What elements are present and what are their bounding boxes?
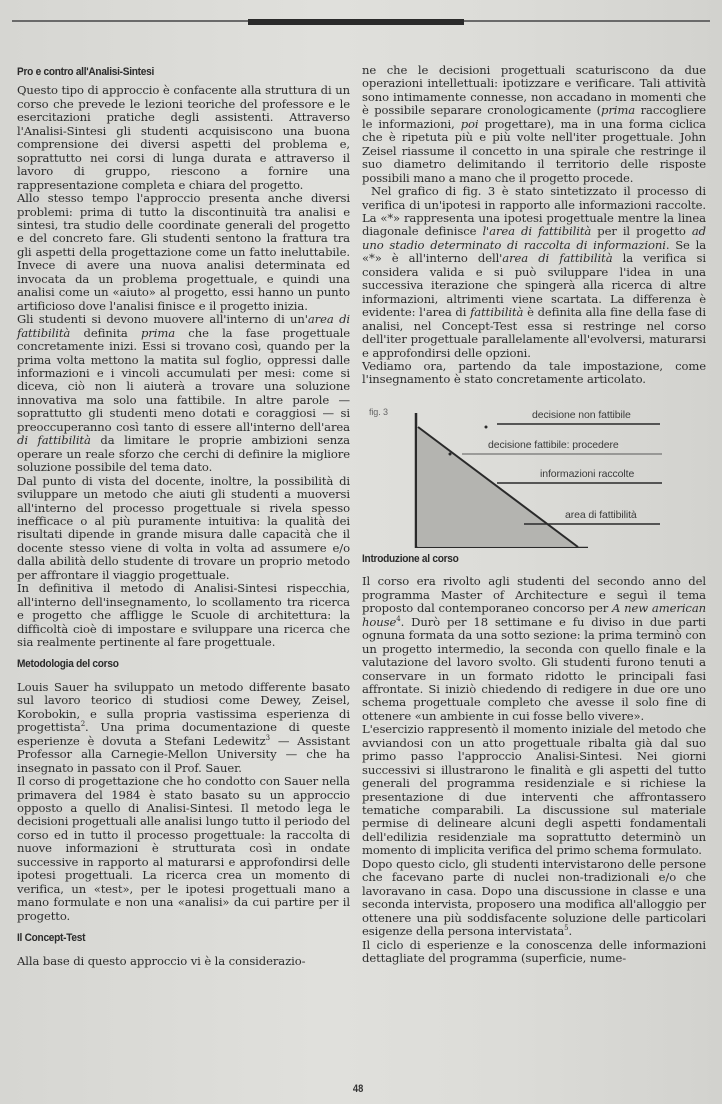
- text-run: raccogliere le informazioni,: [362, 103, 706, 131]
- footnote-ref[interactable]: 2: [80, 720, 86, 729]
- paragraph: [362, 185, 706, 360]
- footnote-ref[interactable]: 4: [396, 614, 401, 623]
- paragraph: In definitiva il metodo di Analisi-Sintesi rispecchia, all'interno dell'insegnamento, lo scollamento tra ricerca e progetto che affligge le Scuole di architettura: la difficoltà cioè di impostare e sviluppare una ricerca che sia realmente pertinente al fare progettuale.: [17, 581, 350, 650]
- text-run: Il corso era rivolto agli studenti del secondo anno del programma Master of Architecture e seguì il tema proposto dal contemporaneo concorso per: [362, 574, 706, 616]
- figure-number: fig. 3: [369, 406, 388, 417]
- text-run: . Se la «*» è all'interno dell': [362, 237, 707, 266]
- hypothesis-point-outside: [485, 425, 488, 428]
- left-column: [17, 66, 350, 968]
- right-column: [362, 64, 706, 965]
- italic-term: poi: [460, 116, 479, 131]
- text-run: Louis Sauer ha sviluppato un metodo differente basato sul lavoro teorico di studiosi come Dewey, Zeisel, Korobokin, e sulla propria vastissima esperienza di progettista: [17, 679, 350, 735]
- paragraph: Questo tipo di approccio è confacente alla struttura di un corso che prevede le lezioni teoriche del professore e le esercitazioni pratiche degli assistenti. Attraverso l'Analisi-Sintesi gli studenti acquisiscono una buona comprensione dei diversi aspetti del problema e, soprattutto nei corsi di lunga durata e attraverso il lavoro di gruppo, riescono a fornire una rappresentazione completa e chiara del progetto.: [17, 83, 350, 192]
- italic-term: prima: [140, 325, 176, 340]
- italic-term: A new american house: [362, 601, 707, 629]
- text-run: Dopo questo ciclo, gli studenti intervistarono delle persone che facevano parte di nuclei non-tradizionali e/o che lavoravano in casa. Dopo una discussione in classe e una seconda intervista, proposero una modifica all'alloggio per ottenere una più soddisfacente soluzione delle particolari esigenze della persona intervistata: [362, 856, 706, 939]
- section-heading-introduzione: Introduzione al corso: [362, 552, 459, 565]
- label-area: area di fattibilità: [565, 508, 637, 521]
- text-run: Nel grafico di fig. 3 è stato sintetizzato il processo di verifica di un'ipotesi in rapporto alle informazioni raccolte. La «*» rappresenta una ipotesi progettuale mentre la linea diagonale definisce: [362, 184, 706, 239]
- italic-term: prima: [601, 103, 636, 118]
- italic-term: area di fattibilità: [17, 312, 351, 340]
- paragraph: [362, 575, 706, 723]
- label-info: informazioni raccolte: [540, 467, 635, 480]
- paragraph: [362, 858, 706, 939]
- paragraph: [362, 64, 706, 185]
- text-run: . Durò per 18 settimane e fu diviso in due parti ognuna formata da una sotto sezione: la prima terminò con un progetto intermedio, la seconda con quello finale e la valutazione del lavoro svolto. Gli studenti furono tenuti a conservare in un formato ridotto le principali fasi affrontate. Si iniziò chiedendo di redigere in due ore uno schema progettuale completo che avesse il solo fine di ottenere «un ambiente in cui fosse bello vivere».: [362, 614, 706, 723]
- italic-term: di fattibilità: [17, 433, 91, 448]
- text-run: la verifica si considera valida e si può sviluppare l'idea in una successiva iterazione che spingerà alla ricerca di altre informazioni, altrimenti viene scartata. La differenza è evidente: l'area di: [362, 251, 706, 320]
- text-run: da limitare le proprie ambizioni senza operare un reale sforzo che cerchi di definire la migliore soluzione possibile del tema dato.: [17, 433, 350, 475]
- text-run: che la fase progettuale concretamente inizi. Essi si trovano così, quando per la prima volta mettono la matita sul foglio, oppressi dalle informazioni e i vincoli accumulati per mesi: come si diceva, ciò non li aiuterà a trovare una soluzione innovativa ma solo una fattibile. In altre parole — soprattutto gli studenti meno dotati e coraggiosi — si preoccuperanno così tanto di essere all'interno dell'area: [17, 325, 350, 434]
- section-heading-metodologia: Metodologia del corso: [17, 658, 119, 671]
- paragraph: Alla base di questo approccio vi è la considerazio-: [17, 953, 306, 968]
- header-rule-accent: [248, 19, 464, 25]
- hypothesis-point-inside: [449, 452, 452, 455]
- paragraph: [17, 313, 350, 474]
- label-not-feasible: decisione non fattibile: [532, 408, 631, 421]
- paragraph: Allo stesso tempo l'approccio presenta anche diversi problemi: prima di tutto la discontinuità tra analisi e sintesi, tra studio delle coordinate generali del progetto e del concreto fare. Gli studenti sentono la frattura tra gli aspetti della progettazione come un fatto ineluttabile. Invece di avere una nuova analisi determinata ed invocata da un problema progettuale, e quindi una analisi come un «aiuto» al progetto, essi hanno un punto artificioso dove l'analisi finisce e il progetto inizia.: [17, 191, 350, 313]
- footnote-ref[interactable]: 3: [265, 733, 270, 742]
- text-run: per il progetto: [591, 224, 692, 239]
- text-run: progettare), ma in una forma ciclica che è ripetuta più e più volte nell'iter progettuale. John Zeisel riassume il concetto in una spirale che restringe il suo diametro delimitando il territorio delle risposte possibili mano a mano che il progetto procede.: [362, 116, 706, 185]
- paragraph: Il corso di progettazione che ho condotto con Sauer nella primavera del 1984 è stato basato su un approccio opposto a quello di Analisi-Sintesi. Il metodo lega le decisioni progettuali alle analisi lungo tutto il periodo del corso ed in tutto il processo progettuale: la raccolta di nuove informazioni è strutturata così in ondate successive in rapporto al maturarsi e approfondirsi delle ipotesi progettuali. La ricerca crea un momento di verifica, un «test», per le ipotesi progettuali mano a mano formulate e non una «analisi» da cui partire per il progetto.: [17, 774, 350, 923]
- text-run: — Assistant Professor alla Carnegie-Mellon University — che ha insegnato in passato con il Prof. Sauer.: [17, 733, 350, 775]
- paragraph: L'esercizio rappresentò il momento iniziale del metodo che avviandosi con un atto progettuale ribalta già dal suo primo passo l'approccio Analisi-Sintesi. Nei giorni successivi si illustrarono le finalità e gli aspetti del tutto generali del programma residenziale e si richiese la presentazione di due interventi che affrontassero tematiche comparabili. La discussione sul materiale permise di delineare alcuni degli aspetti fondamentali dell'edilizia residenziale ma soprattutto determinò un momento di implicita verifica del primo schema formulato.: [362, 722, 706, 858]
- paragraph: Vediamo ora, partendo da tale impostazione, come l'insegnamento è stato concretamente articolato.: [362, 358, 706, 387]
- paragraph: Il ciclo di esperienze e la conoscenza delle informazioni dettagliate del programma (superficie, nume-: [362, 937, 706, 966]
- paragraph: [17, 681, 350, 775]
- footnote-ref[interactable]: 5: [564, 924, 569, 933]
- feasibility-diagram: [362, 403, 706, 548]
- figure-3: [362, 403, 706, 548]
- text-run: Gli studenti si devono muovere all'interno di un': [17, 312, 308, 327]
- paragraph: Dal punto di vista del docente, inoltre, la possibilità di sviluppare un metodo che aiuti gli studenti a muoversi all'interno del processo progettuale si rivela spesso inefficace o al più puramente intuitiva: la qualità dei risultati dipende in grande misura dalle capacità che il docente stesso viene di volta in volta ad assumere e/o dalla abilità dello studente di trovare un proprio metodo per affrontare il viaggio progettuale.: [17, 473, 350, 582]
- text-run: . Una prima documentazione di queste esperienze è dovuta a Stefani Ledewitz: [17, 720, 350, 748]
- text-run: è definita alla fine della fase di analisi, nel Concept-Test essa si restringe nel corso dell'iter progettuale parallelamente all'evolversi, maturarsi e approfondirsi delle opzioni.: [362, 305, 706, 360]
- italic-term: area di fattibilità: [502, 251, 613, 266]
- text-run: definita: [70, 325, 141, 340]
- italic-term: fattibilità: [470, 305, 524, 320]
- text-run: ne che le decisioni progettuali scaturiscono da due operazioni intellettuali: ipotizzare e verificare. Tali attività sono intimamente connesse, non accadano in momenti che è possibile separare cronologicamente (: [362, 63, 706, 118]
- section-heading-concept-test: Il Concept-Test: [17, 932, 86, 945]
- page-number: 48: [352, 1083, 364, 1095]
- italic-term: ad uno stadio determinato di raccolta di informazioni: [362, 224, 706, 252]
- section-heading-pro-contro: Pro e contro all'Analisi-Sintesi: [17, 66, 154, 78]
- italic-term: l'area di fattibilità: [482, 224, 592, 239]
- label-feasible: decisione fattibile: procedere: [488, 438, 619, 451]
- text-run: .: [568, 924, 573, 939]
